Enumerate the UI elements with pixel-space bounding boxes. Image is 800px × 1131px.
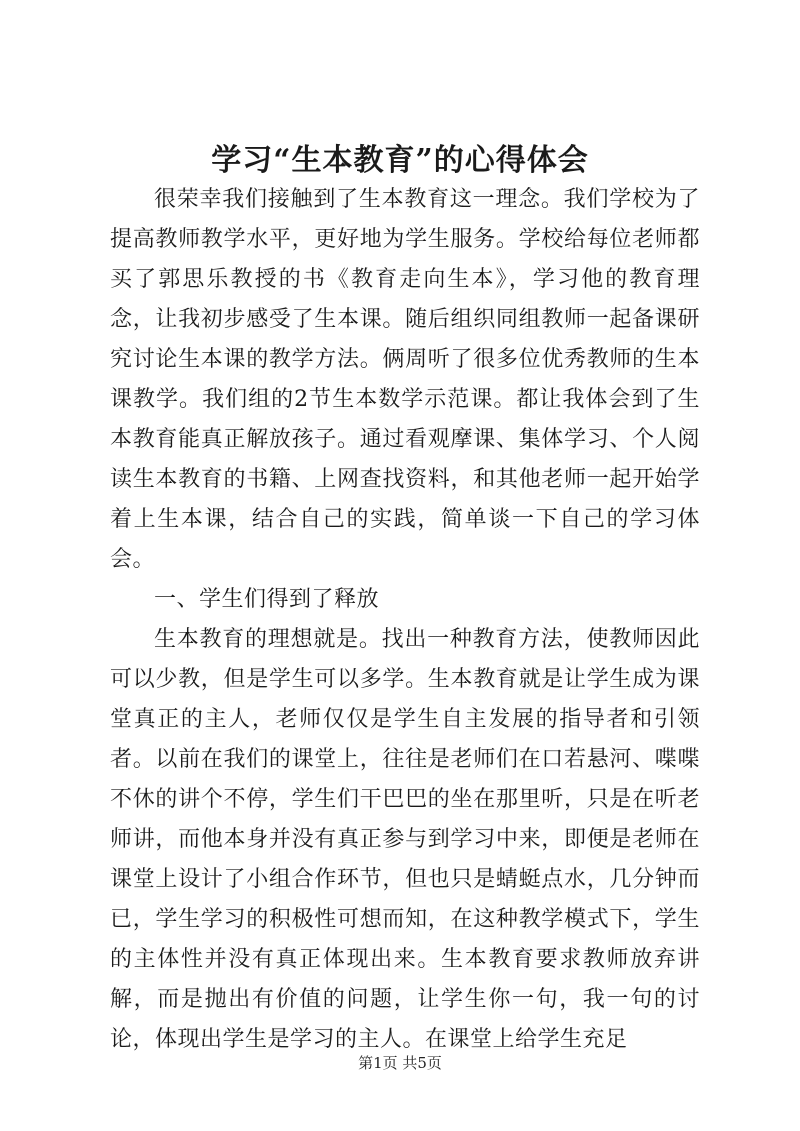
document-title: 学习“生本教育”的心得体会 bbox=[211, 143, 589, 178]
section-heading: 一、学生们得到了释放 bbox=[154, 587, 380, 612]
document-body bbox=[110, 180, 700, 1060]
paragraph-intro: 很荣幸我们接触到了生本教育这一理念。我们学校为了提高教师教学水平，更好地为学生服务。学校给每位老师都买了郭思乐教授的书《教育走向生本》，学习他的教育理念，让我初步感受了生本课。随后组织同组教师一起备课研究讨论生本课的教学方法。俩周听了很多位优秀教师的生本课教学。我们组的2节生本数学示范课。都让我体会到了生本教育能真正解放孩子。通过看观摩课、集体学习、个人阅读生本教育的书籍、上网查找资料，和其他老师一起开始学着上生本课，结合自己的实践，简单谈一下自己的学习体会。 bbox=[110, 187, 700, 572]
page-number-footer: 第1页 共5页 bbox=[358, 1054, 442, 1072]
paragraph-section-1: 生本教育的理想就是。找出一种教育方法，使教师因此可以少教，但是学生可以多学。生本教育就是让学生成为课堂真正的主人，老师仅仅是学生自主发展的指导者和引领者。以前在我们的课堂上，往往是老师们在口若悬河、喋喋不休的讲个不停，学生们干巴巴的坐在那里听，只是在听老师讲，而他本身并没有真正参与到学习中来，即便是老师在课堂上设计了小组合作环节，但也只是蜻蜓点水，几分钟而已，学生学习的积极性可想而知，在这种教学模式下，学生的主体性并没有真正体现出来。生本教育要求教师放弃讲解，而是抛出有价值的问题，让学生你一句，我一句的讨论，体现出学生是学习的主人。在课堂上给学生充足 bbox=[110, 627, 700, 1052]
